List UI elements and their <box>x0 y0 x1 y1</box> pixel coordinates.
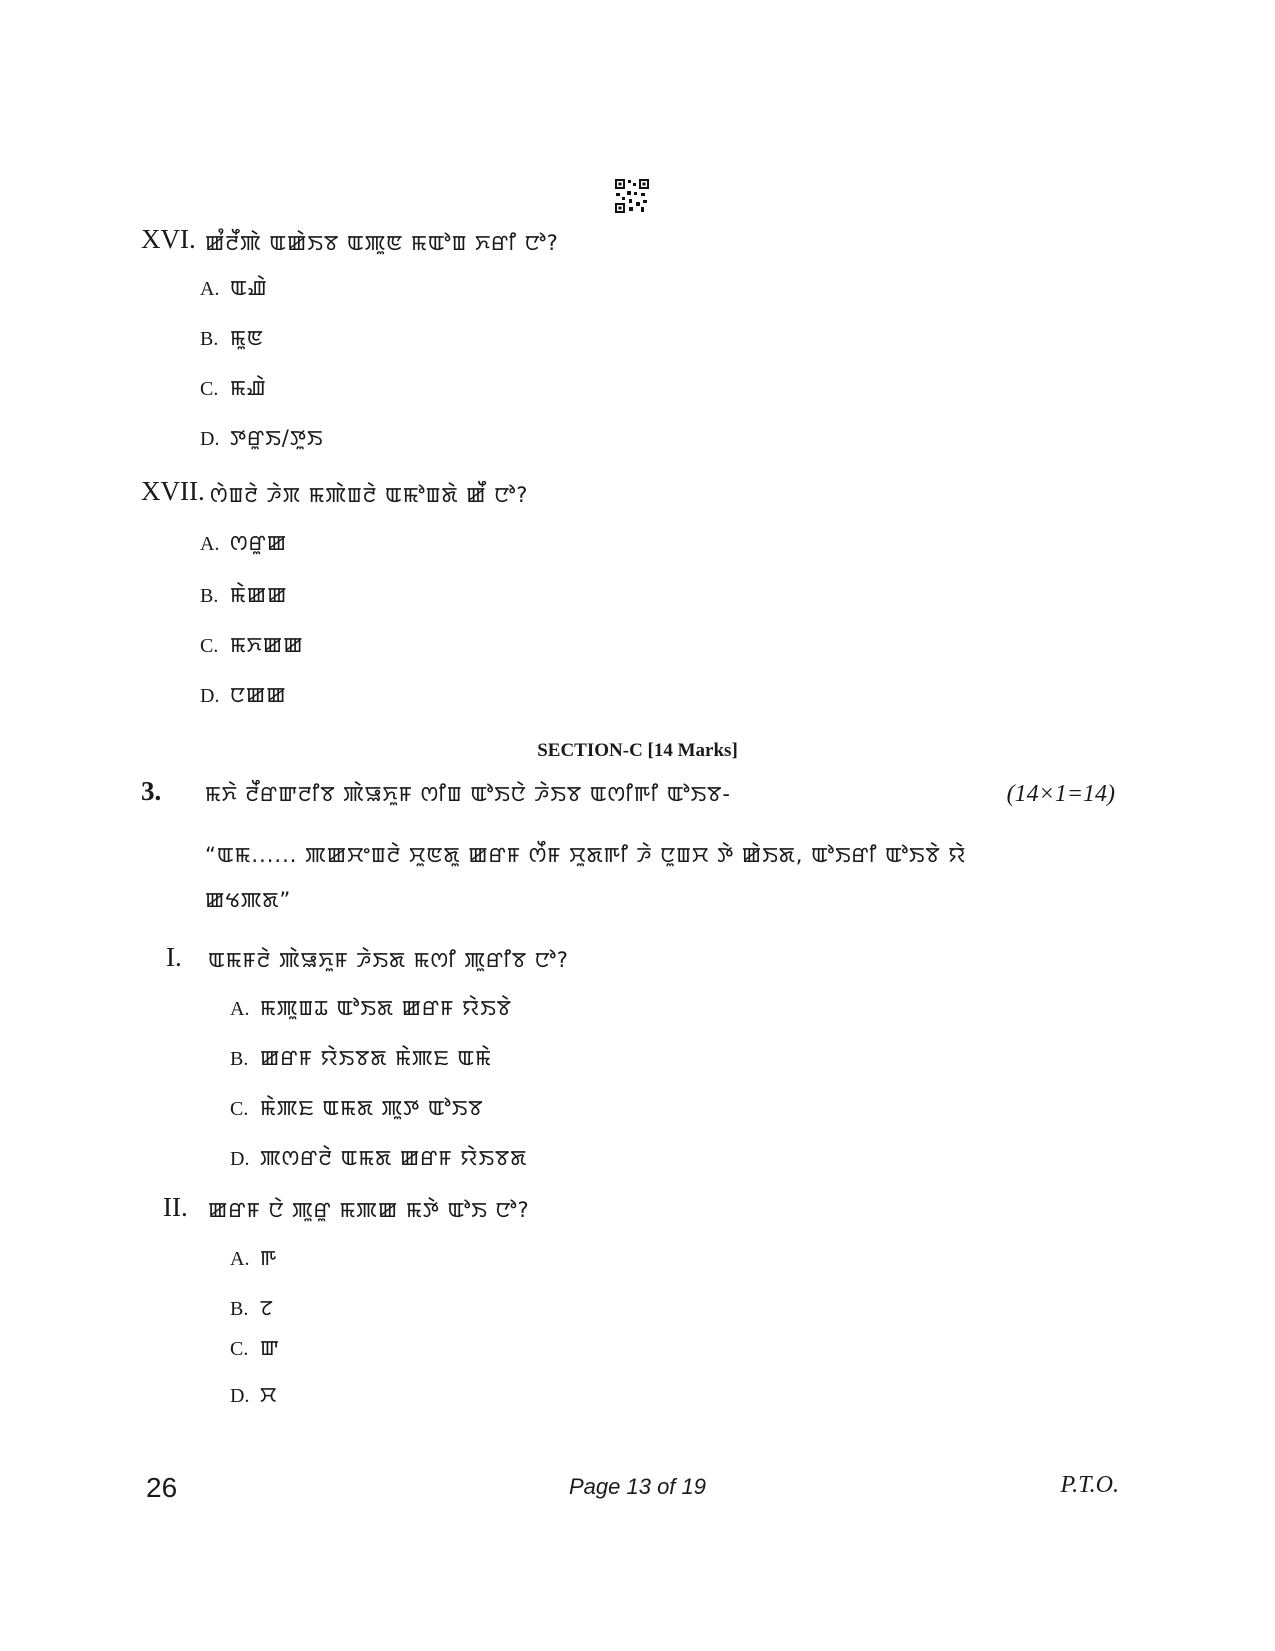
option-a <box>230 993 512 1022</box>
option-d <box>230 1380 277 1409</box>
option-c <box>200 630 304 659</box>
option-c <box>200 373 267 402</box>
option-label: A. <box>230 998 250 1020</box>
question-text: ꯁꯥꯡꯂꯥ ꯍꯥꯞ ꯃꯄꯥꯡꯂꯥ ꯑꯃꯣꯡꯗꯥ ꯀꯩ ꯅꯣ? <box>210 483 529 507</box>
option-label: C. <box>200 635 219 657</box>
option-a <box>200 528 287 557</box>
option-text: ꯃꯉꯥ <box>230 376 267 400</box>
question-number: XVI. <box>141 224 196 254</box>
option-b <box>230 1043 492 1072</box>
qr-code <box>614 178 650 214</box>
option-label: D. <box>200 685 220 707</box>
page-total: 19 <box>681 1474 707 1499</box>
option-label: D. <box>230 1385 250 1407</box>
option-a <box>200 273 268 302</box>
question-number: 3. <box>141 776 162 806</box>
option-d <box>200 680 287 709</box>
option-text: ꯅꯀꯀ <box>230 683 287 707</box>
option-label: B. <box>230 1048 249 1070</box>
option-text: ꯄꯁꯔꯂꯥ ꯑꯃꯗ ꯀꯔꯝ ꯌꯥꯏꯕꯗ <box>260 1146 528 1170</box>
option-c <box>230 1093 483 1122</box>
option-label: C. <box>230 1338 249 1360</box>
option-d <box>200 423 323 452</box>
option-text: ꯖ <box>260 1296 274 1320</box>
page-prefix: Page <box>568 1474 627 1499</box>
passage-line: ꯀꯠꯄꯗ” <box>205 888 292 912</box>
option-d <box>230 1143 527 1172</box>
sub-question-text: ꯀꯔꯝ ꯅꯥ ꯄꯨꯔꯨ ꯃꯄꯀ ꯃꯇꯥ ꯑꯣꯏ ꯅꯣ? <box>208 1198 530 1222</box>
option-text: ꯃꯈꯀꯀ <box>230 633 304 657</box>
option-label: B. <box>200 585 219 607</box>
option-label: C. <box>230 1098 249 1120</box>
section-heading: SECTION-C [14 Marks] <box>537 740 738 761</box>
option-text: ꯑꯉꯥ <box>230 276 268 300</box>
option-text: ꯃꯨꯟ <box>230 326 264 350</box>
option-text: ꯁꯔꯨꯀ <box>230 531 288 555</box>
option-text: ꯃꯄꯨꯡꯊ ꯑꯣꯏꯗ ꯀꯔꯝ ꯌꯥꯏꯕꯥ <box>260 996 512 1020</box>
option-label: A. <box>200 278 220 300</box>
marks-allocation: (14×1=14) <box>1006 781 1115 807</box>
page-of: of <box>650 1474 682 1499</box>
pto-label: P.T.O. <box>1060 1472 1119 1498</box>
option-text: ꯃꯥꯀꯀ <box>230 583 288 607</box>
passage-line: “ꯑꯃ...... ꯄꯀꯆꯦꯡꯂꯥ ꯆꯨꯟꯗꯨ ꯀꯔꯝ ꯁꯩꯝ ꯆꯨꯗꯒꯤ ꯍꯥ ꯅꯨꯡꯆ ꯇꯥ ꯀꯥꯏꯗ, ꯑꯣꯏꯔꯤ ꯑꯣꯏꯕꯥ ꯌꯥ <box>205 843 967 867</box>
sub-question-number: II. <box>163 1192 188 1222</box>
option-text: ꯆ <box>260 1383 278 1407</box>
option-label: B. <box>200 328 219 350</box>
option-label: B. <box>230 1298 249 1320</box>
option-c <box>230 1333 280 1362</box>
paper-code: 26 <box>146 1472 178 1503</box>
option-label: A. <box>230 1248 250 1270</box>
option-label: D. <box>230 1148 250 1170</box>
option-text: ꯀꯔꯝ ꯌꯥꯏꯕꯗ ꯃꯥꯄꯐ ꯑꯃꯥ <box>260 1046 492 1070</box>
sub-question-text: ꯑꯃꯝꯂꯥ ꯄꯥꯎꯈꯨꯝ ꯍꯥꯏꯗ ꯃꯁꯤ ꯄꯨꯔꯤꯕ ꯅꯣ? <box>208 948 569 972</box>
option-label: A. <box>200 533 220 555</box>
question-number: XVII. <box>141 476 205 506</box>
option-label: C. <box>200 378 219 400</box>
question-text: ꯀꯪꯂꯩꯄꯥ ꯑꯀꯥꯏꯕ ꯑꯄꯨꯟ ꯃꯑꯣꯡ ꯈꯔꯤ ꯅꯣ? <box>205 231 559 255</box>
option-text: ꯃꯥꯄꯐ ꯑꯃꯗ ꯄꯨꯇ ꯑꯣꯏꯕ <box>260 1096 484 1120</box>
option-a <box>230 1243 278 1272</box>
option-b <box>200 580 288 609</box>
option-b <box>200 323 264 352</box>
option-text: ꯛ <box>260 1336 280 1360</box>
question-instruction: ꯃꯈꯥ ꯂꯩꯔꯛꯂꯤꯕ ꯄꯥꯎꯈꯨꯝ ꯁꯤꯡ ꯑꯣꯏꯅꯥ ꯍꯥꯏꯕ ꯑꯁꯤꯒꯤ ꯑꯣꯏꯕ- <box>205 782 731 806</box>
sub-question-number: I. <box>166 942 182 972</box>
page-current: 13 <box>626 1474 651 1499</box>
option-text: ꯒ <box>260 1246 278 1270</box>
option-text: ꯇꯔꯨꯏ/ꯇꯨꯏ <box>230 426 324 450</box>
option-label: D. <box>200 428 220 450</box>
option-b <box>230 1293 274 1322</box>
